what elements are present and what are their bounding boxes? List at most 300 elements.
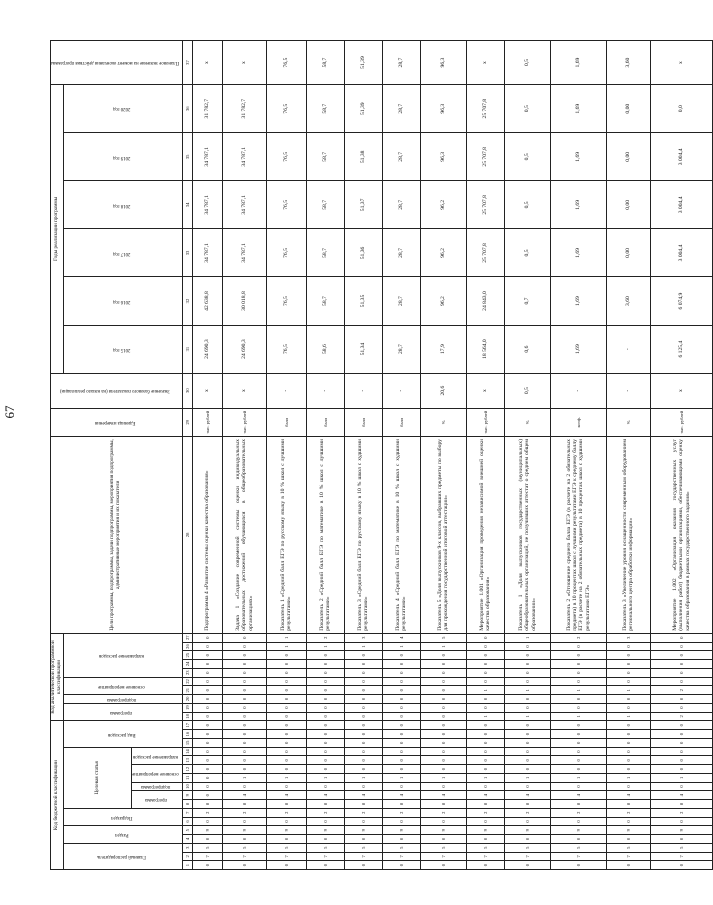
year-2018-cell: 58,7 <box>306 181 344 229</box>
table-row <box>344 41 382 870</box>
code-cell: 0 <box>344 765 382 774</box>
code-cell: 5 <box>344 843 382 852</box>
final-value-header: Плановое значение на момент окончания действия программы <box>51 41 183 85</box>
code-cell: 0 <box>606 738 650 747</box>
code-cell: 0 <box>222 782 266 791</box>
description-cell: Задача 1 «Создание современной системы оценки индивидуальных образовательных достижений обучающихся в общеобразовательных организациях» <box>222 437 266 634</box>
table-row <box>266 41 306 870</box>
code-cell: 0 <box>266 721 306 730</box>
code-cell: 0 <box>466 651 504 660</box>
final-value-cell: 0,5 <box>504 41 550 85</box>
code-cell: 0 <box>466 861 504 870</box>
code-cell: 0 <box>606 747 650 756</box>
code-cell: 0 <box>192 721 222 730</box>
code-cell: 4 <box>466 791 504 800</box>
year-2016-cell: 0,7 <box>504 277 550 325</box>
base-value-cell: x <box>222 373 266 408</box>
code-cell: 0 <box>606 782 650 791</box>
code-cell: 0 <box>266 695 306 704</box>
description-cell: Показатель 1 «Доля выпускников государственных (муниципальных) общеобразовательных организаций, не получивших аттестат о среднем общем образовании» <box>504 437 550 634</box>
code-cell: 0 <box>650 703 712 712</box>
code-cell: 0 <box>192 651 222 660</box>
code-cell: 0 <box>344 730 382 739</box>
code-cell: 1 <box>466 686 504 695</box>
code-cell: 7 <box>222 852 266 861</box>
code-cell: 1 <box>504 633 550 642</box>
code-cell: 0 <box>266 651 306 660</box>
code-cell: 0 <box>222 730 266 739</box>
col-num: 3 <box>182 843 192 852</box>
code-cell: 0 <box>222 721 266 730</box>
code-cell: 8 <box>344 800 382 809</box>
code-cell: 0 <box>606 756 650 765</box>
code-cell: 4 <box>550 791 606 800</box>
col-num: 21 <box>182 686 192 695</box>
year-2019-cell: 96,3 <box>420 133 466 181</box>
code-cell: 0 <box>382 782 420 791</box>
code-cell: 2 <box>504 808 550 817</box>
year-2017-cell: 3 004,4 <box>650 229 712 277</box>
year-2017-header: 2017 год <box>63 229 182 277</box>
code-cell: 3 <box>344 633 382 642</box>
code-cell: 4 <box>306 791 344 800</box>
year-2016-cell: 28,7 <box>382 277 420 325</box>
code-cell: 0 <box>420 668 466 677</box>
code-cell: 0 <box>266 861 306 870</box>
year-2017-cell: 1,69 <box>550 229 606 277</box>
code-cell: 7 <box>266 852 306 861</box>
rotated-table-wrapper <box>50 40 691 870</box>
year-2016-cell: 76,5 <box>266 277 306 325</box>
year-2015-cell: 51,34 <box>344 325 382 373</box>
col-num: 4 <box>182 835 192 844</box>
year-2018-cell: 96,2 <box>420 181 466 229</box>
code-cell: 4 <box>504 791 550 800</box>
code-cell: 0 <box>382 756 420 765</box>
table-row <box>222 41 266 870</box>
code-cell: 0 <box>504 695 550 704</box>
code-cell: 1 <box>466 773 504 782</box>
code-cell: 0 <box>306 686 344 695</box>
code-cell: 0 <box>266 686 306 695</box>
code-cell: 0 <box>650 668 712 677</box>
col-num: 11 <box>182 773 192 782</box>
code-cell: 0 <box>382 765 420 774</box>
year-2017-cell: 76,5 <box>266 229 306 277</box>
code-cell: 0 <box>192 668 222 677</box>
code-cell: 1 <box>266 773 306 782</box>
code-cell: 0 <box>344 695 382 704</box>
description-cell: Мероприятие 1.001 «Организация проведения независимой внешней оценки качества образования» <box>466 437 504 634</box>
code-cell: 1 <box>550 686 606 695</box>
code-cell: 5 <box>606 843 650 852</box>
year-2018-cell: 28,7 <box>382 181 420 229</box>
code-cell: 0 <box>650 747 712 756</box>
code-cell: 0 <box>222 835 266 844</box>
code-cell: 0 <box>344 712 382 721</box>
code-cell: 0 <box>550 668 606 677</box>
year-2019-cell: 0,5 <box>504 133 550 181</box>
code-cell: 0 <box>466 730 504 739</box>
code-cell: 0 <box>466 642 504 651</box>
code-cell: 7 <box>606 852 650 861</box>
year-2016-cell: 30 018,8 <box>222 277 266 325</box>
table-row <box>420 41 466 870</box>
year-2019-cell: 76,5 <box>266 133 306 181</box>
code-cell: 0 <box>266 677 306 686</box>
col-num: 35 <box>182 133 192 181</box>
base-value-header: Значение базового показателя (на начало реализации) <box>51 373 183 408</box>
col-num: 10 <box>182 782 192 791</box>
base-value-cell: 20,6 <box>420 373 466 408</box>
code-cell: 4 <box>344 791 382 800</box>
code-cell: 0 <box>466 633 504 642</box>
code-cell: 0 <box>382 817 420 826</box>
code-cell: 0 <box>504 747 550 756</box>
year-2015-cell: 76,5 <box>266 325 306 373</box>
code-cell: 0 <box>222 651 266 660</box>
code-cell: 9 <box>266 826 306 835</box>
year-2015-cell: 0,6 <box>504 325 550 373</box>
code-cell: 1 <box>382 642 420 651</box>
code-cell: 1 <box>420 642 466 651</box>
final-value-cell: 3,60 <box>606 41 650 85</box>
main-admin-header: Главный распорядитель <box>63 843 182 869</box>
code-cell: 0 <box>192 861 222 870</box>
code-cell: 8 <box>420 800 466 809</box>
code-cell: 5 <box>222 843 266 852</box>
code-cell: 0 <box>550 835 606 844</box>
year-2018-cell: 0,00 <box>606 181 650 229</box>
col-num: 12 <box>182 765 192 774</box>
code-cell: 2 <box>344 808 382 817</box>
code-cell: 0 <box>306 703 344 712</box>
code-cell: 9 <box>420 826 466 835</box>
code-cell: 0 <box>550 721 606 730</box>
code-cell: 0 <box>504 651 550 660</box>
table-body <box>192 41 712 870</box>
code-cell: 0 <box>266 782 306 791</box>
code-cell: 0 <box>550 747 606 756</box>
code-cell: 0 <box>504 642 550 651</box>
year-2017-cell: 0,5 <box>504 229 550 277</box>
code-cell: 0 <box>222 712 266 721</box>
col-num: 9 <box>182 791 192 800</box>
col-num: 18 <box>182 712 192 721</box>
code-cell: 0 <box>550 756 606 765</box>
year-2018-cell: 3 004,4 <box>650 181 712 229</box>
code-cell: 0 <box>650 861 712 870</box>
code-cell: 0 <box>382 747 420 756</box>
code-cell: 0 <box>420 730 466 739</box>
col-num: 5 <box>182 826 192 835</box>
code-cell: 4 <box>420 791 466 800</box>
code-cell: 0 <box>344 747 382 756</box>
year-2019-cell: 28,7 <box>382 133 420 181</box>
code-cell: 8 <box>466 800 504 809</box>
code-cell: 0 <box>382 712 420 721</box>
code-cell: 0 <box>504 668 550 677</box>
code-cell: 2 <box>650 712 712 721</box>
code-cell: 5 <box>420 633 466 642</box>
year-2017-cell: 25 707,8 <box>466 229 504 277</box>
code-cell: 2 <box>382 808 420 817</box>
code-cell: 9 <box>466 826 504 835</box>
year-2019-cell: 34 787,1 <box>222 133 266 181</box>
year-2018-header: 2018 год <box>63 181 182 229</box>
unit-cell: тыс. рублей <box>466 408 504 436</box>
code-cell: 2 <box>306 808 344 817</box>
base-value-cell: - <box>550 373 606 408</box>
code-cell: 0 <box>192 686 222 695</box>
base-value-cell: x <box>650 373 712 408</box>
year-2015-cell: - <box>606 325 650 373</box>
code-cell: 3 <box>606 633 650 642</box>
code-cell: 0 <box>382 835 420 844</box>
year-2015-header: 2015 год <box>63 325 182 373</box>
subsection-header: Подраздел <box>63 808 182 825</box>
code-cell: 0 <box>606 695 650 704</box>
code-cell: 5 <box>504 843 550 852</box>
code-cell: 0 <box>420 686 466 695</box>
code-cell: 0 <box>606 703 650 712</box>
code-cell: 0 <box>420 677 466 686</box>
code-cell: 0 <box>222 660 266 669</box>
year-2020-cell: 31 782,7 <box>222 85 266 133</box>
year-2020-cell: 28,7 <box>382 85 420 133</box>
code-cell: 0 <box>306 651 344 660</box>
code-cell: 2 <box>550 808 606 817</box>
final-value-cell: x <box>222 41 266 85</box>
code-cell: 0 <box>306 835 344 844</box>
code-cell: 0 <box>504 782 550 791</box>
code-cell: 0 <box>222 695 266 704</box>
year-2016-header: 2016 год <box>63 277 182 325</box>
col-num: 25 <box>182 651 192 660</box>
final-value-cell: x <box>192 41 222 85</box>
final-value-cell: x <box>466 41 504 85</box>
code-cell: 0 <box>420 817 466 826</box>
code-cell: 0 <box>504 730 550 739</box>
code-cell: 9 <box>504 826 550 835</box>
code-cell: 8 <box>382 800 420 809</box>
code-cell: 0 <box>504 861 550 870</box>
analytic-classification-header: Код аналитической программной классификации <box>51 633 64 720</box>
year-2016-cell: 24 843,0 <box>466 277 504 325</box>
table-row <box>192 41 222 870</box>
code-cell: 0 <box>466 756 504 765</box>
year-2017-cell: 58,7 <box>306 229 344 277</box>
col-num: 28 <box>182 437 192 634</box>
final-value-cell: 51,39 <box>344 41 382 85</box>
code-cell: 0 <box>606 765 650 774</box>
year-2015-cell: 6 125,4 <box>650 325 712 373</box>
col-num: 37 <box>182 41 192 85</box>
col-num: 20 <box>182 695 192 704</box>
code-cell: 4 <box>606 791 650 800</box>
code-cell: 8 <box>306 800 344 809</box>
code-cell: 0 <box>344 703 382 712</box>
year-2020-cell: 31 782,7 <box>192 85 222 133</box>
year-2020-cell: 0,0 <box>650 85 712 133</box>
code-cell: 0 <box>382 703 420 712</box>
unit-cell: балл <box>344 408 382 436</box>
code-cell: 0 <box>192 782 222 791</box>
base-value-cell: x <box>192 373 222 408</box>
code-cell: 0 <box>344 782 382 791</box>
col-num: 29 <box>182 408 192 436</box>
code-cell: 4 <box>382 791 420 800</box>
code-cell: 0 <box>382 668 420 677</box>
unit-cell: тыс. рублей <box>650 408 712 436</box>
code-cell: 8 <box>222 800 266 809</box>
code-cell: 0 <box>192 747 222 756</box>
code-cell: 5 <box>550 843 606 852</box>
code-cell: 0 <box>192 633 222 642</box>
code-cell: 0 <box>266 835 306 844</box>
code-cell: 0 <box>466 747 504 756</box>
year-2020-cell: 1,69 <box>550 85 606 133</box>
code-cell: 2 <box>550 633 606 642</box>
code-cell: 7 <box>504 852 550 861</box>
code-cell: 0 <box>420 660 466 669</box>
code-cell: 0 <box>306 747 344 756</box>
code-cell: 0 <box>222 756 266 765</box>
code-cell: 0 <box>466 677 504 686</box>
year-2019-cell: 1,69 <box>550 133 606 181</box>
code-cell: 0 <box>192 712 222 721</box>
code-cell: 9 <box>650 826 712 835</box>
code-cell: 9 <box>222 826 266 835</box>
table-row <box>504 41 550 870</box>
year-2020-cell: 25 707,8 <box>466 85 504 133</box>
col-num: 2 <box>182 852 192 861</box>
code-cell: 0 <box>222 677 266 686</box>
expense-type-header: Вид расходов <box>63 721 182 747</box>
page-number: 67 <box>2 405 17 419</box>
code-cell: 0 <box>466 668 504 677</box>
year-2017-cell: 51,36 <box>344 229 382 277</box>
code-cell: 0 <box>504 721 550 730</box>
code-cell: 0 <box>222 765 266 774</box>
code-cell: 0 <box>650 660 712 669</box>
code-cell: 1 <box>606 686 650 695</box>
code-cell: 0 <box>382 721 420 730</box>
year-2016-cell: 3,60 <box>606 277 650 325</box>
code-cell: 5 <box>266 843 306 852</box>
year-2020-cell: 51,39 <box>344 85 382 133</box>
code-cell: 0 <box>650 721 712 730</box>
code-cell: 1 <box>550 773 606 782</box>
code-cell: 8 <box>266 800 306 809</box>
col-num: 26 <box>182 642 192 651</box>
description-cell: Показатель 1 «Средний балл ЕГЭ по русскому языку в 10 % школ с лучшими результатами» <box>266 437 306 634</box>
year-2020-cell: 96,3 <box>420 85 466 133</box>
years-header: Годы реализации программы <box>51 85 64 374</box>
code-cell: 0 <box>192 791 222 800</box>
code-cell: 0 <box>306 660 344 669</box>
code-cell: 0 <box>222 642 266 651</box>
code-cell: 1 <box>550 712 606 721</box>
year-2016-cell: 42 638,8 <box>192 277 222 325</box>
code-cell: 0 <box>266 660 306 669</box>
code-cell: 9 <box>606 826 650 835</box>
code-cell: 0 <box>306 861 344 870</box>
year-2018-cell: 51,37 <box>344 181 382 229</box>
code-cell: 1 <box>650 773 712 782</box>
tc-direction-header: направление расходов <box>132 747 183 764</box>
code-cell: 0 <box>420 651 466 660</box>
code-cell: 0 <box>504 660 550 669</box>
code-cell: 1 <box>306 773 344 782</box>
code-cell: 0 <box>504 765 550 774</box>
code-cell: 1 <box>344 642 382 651</box>
code-cell: 8 <box>192 800 222 809</box>
unit-cell: % <box>420 408 466 436</box>
code-cell: 7 <box>192 852 222 861</box>
code-cell: 7 <box>650 852 712 861</box>
code-cell: 0 <box>306 677 344 686</box>
code-cell: 0 <box>420 861 466 870</box>
final-value-cell: 58,7 <box>306 41 344 85</box>
code-cell: 1 <box>344 773 382 782</box>
code-cell: 0 <box>382 660 420 669</box>
main-measure-header: основное мероприятие <box>63 677 182 694</box>
year-2019-cell: 25 707,8 <box>466 133 504 181</box>
code-cell: 0 <box>504 738 550 747</box>
code-cell: 0 <box>420 782 466 791</box>
year-2017-cell: 28,7 <box>382 229 420 277</box>
code-cell: 0 <box>650 817 712 826</box>
code-cell: 8 <box>504 800 550 809</box>
code-cell: 2 <box>266 808 306 817</box>
code-cell: 0 <box>344 738 382 747</box>
base-value-cell: - <box>606 373 650 408</box>
code-cell: 9 <box>382 826 420 835</box>
code-cell: 0 <box>420 756 466 765</box>
code-cell: 5 <box>466 843 504 852</box>
unit-cell: % <box>504 408 550 436</box>
year-2015-cell: 1,69 <box>550 325 606 373</box>
goal-description-header: Цели программы, подпрограммы, задачи подпрограммы, мероприятия подпрограммы, административные мероприятия и их показатели <box>51 437 183 634</box>
code-cell: 0 <box>382 861 420 870</box>
code-cell: 0 <box>222 738 266 747</box>
subprogram-header: подпрограмма <box>63 695 182 704</box>
code-cell: 0 <box>382 651 420 660</box>
description-cell: Показатель 4 «Средний балл ЕГЭ по математике в 10 % школ с худшими результатами» <box>382 437 420 634</box>
code-cell: 0 <box>192 765 222 774</box>
code-cell: 2 <box>192 808 222 817</box>
description-cell: Подпрограмма 4 «Развитие системы оценки качества образования» <box>192 437 222 634</box>
code-cell: 0 <box>266 668 306 677</box>
base-value-cell: - <box>266 373 306 408</box>
description-cell: Показатель 3 «Увеличение уровня оснащенности современным оборудованием регионального центра обработки информации» <box>606 437 650 634</box>
code-cell: 0 <box>382 695 420 704</box>
code-cell: 0 <box>344 677 382 686</box>
unit-cell: тыс. рублей <box>222 408 266 436</box>
code-cell: 0 <box>550 738 606 747</box>
code-cell: 2 <box>222 808 266 817</box>
code-cell: 0 <box>344 651 382 660</box>
code-cell: 0 <box>466 738 504 747</box>
code-cell: 0 <box>466 703 504 712</box>
year-2018-cell: 76,5 <box>266 181 306 229</box>
code-cell: 0 <box>344 668 382 677</box>
code-cell: 0 <box>306 765 344 774</box>
description-cell: Показатель 2 «Средний балл ЕГЭ по математике в 10 % школ с лучшими результатами» <box>306 437 344 634</box>
code-cell: 0 <box>420 695 466 704</box>
code-cell: 5 <box>306 843 344 852</box>
